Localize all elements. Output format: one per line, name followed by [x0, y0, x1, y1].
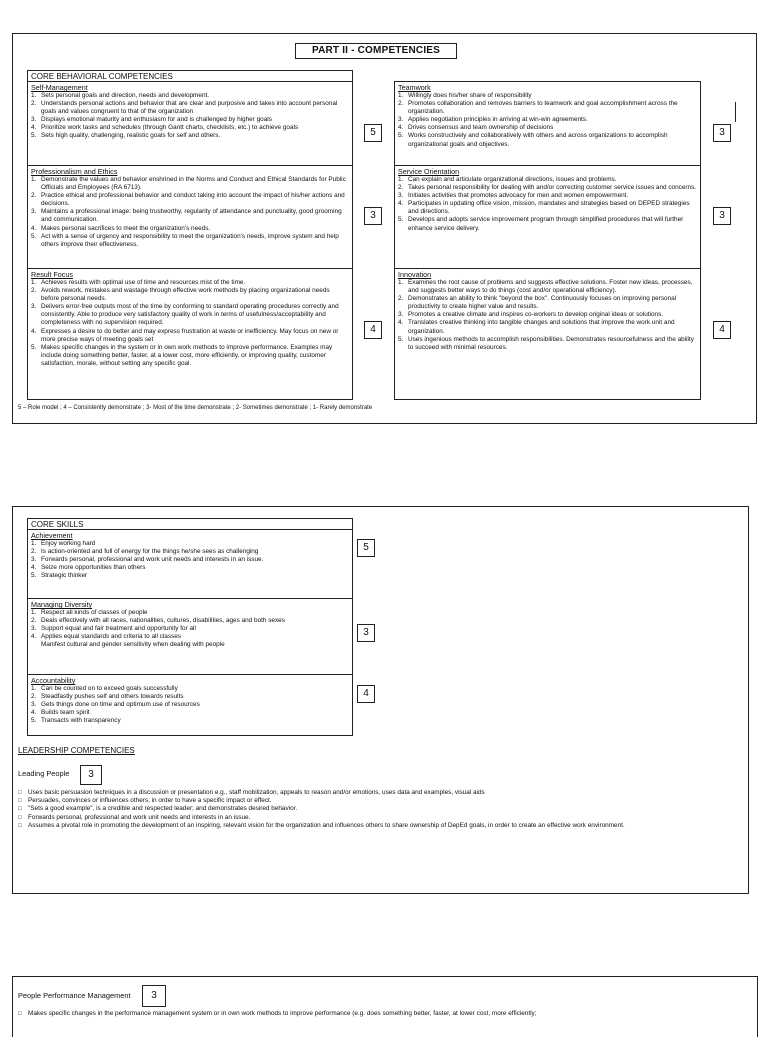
block-title: Self-Management — [31, 83, 88, 92]
item-text: Translates creative thinking into tangible changes and solutions that improve the work unit and organization. — [408, 319, 675, 335]
bullet-item — [18, 797, 625, 805]
item-number: 3. — [31, 303, 37, 311]
competency-list — [31, 685, 349, 725]
item-text: Promotes a creative climate and inspires co-workers to develop original ideas or solutions. — [408, 311, 664, 319]
list-item — [31, 124, 349, 132]
list-item — [31, 225, 349, 233]
list-item — [31, 685, 349, 693]
item-text: Can explain and articulate organizational directions, issues and problems. — [408, 176, 617, 183]
bullet-text: Uses basic persuasion techniques in a discussion or presentation e.g., staff mobilization, appeals to reason and/or emotions, uses data and examples, visual aids — [28, 789, 485, 796]
item-text: Participates in updating office vision, mission, mandates and strategies based on DEPED strategies and directions. — [408, 200, 690, 216]
item-number: 1. — [31, 685, 37, 692]
leading-people-label: Leading People — [18, 769, 70, 778]
bullet-item — [18, 789, 625, 797]
item-number: 5. — [31, 232, 37, 240]
block-title: Teamwork — [398, 83, 431, 92]
item-number: 5. — [31, 132, 37, 140]
list-item — [31, 625, 349, 633]
item-number: 5. — [31, 717, 37, 725]
core-behavioral-header: CORE BEHAVIORAL COMPETENCIES — [27, 70, 353, 82]
list-item — [398, 295, 697, 311]
item-number: 1. — [31, 540, 37, 547]
item-text: Examines the root cause of problems and suggests effective solutions. Foster new ideas, processes, and suggests better ways to do things (cost and/or operational efficiency). — [408, 279, 693, 295]
item-number: 2. — [398, 100, 404, 108]
list-item — [31, 709, 349, 717]
rating-teamwork[interactable]: 3 — [713, 124, 731, 142]
list-item — [398, 132, 697, 148]
item-text: Sets personal goals and direction, needs and development. — [41, 92, 210, 99]
list-item — [31, 548, 349, 556]
item-text: Makes specific changes in the system or in own work methods to improve performance. Examples may include doing something better, faster, at a lower cost, more efficiently, or improving quality, customer satisfaction, morale, without setting any specific goal. — [41, 343, 333, 367]
list-item — [31, 303, 349, 327]
block-service-orientation — [394, 165, 701, 269]
rating-legend: 5 – Role model ; 4 – Consistently demonstrate ; 3- Most of the time demonstrate ; 2- Sometimes demonstrate ; 1- Rarely demonstrate — [18, 405, 373, 411]
block-title: Accountability — [31, 676, 76, 685]
item-number: 1. — [398, 92, 404, 99]
item-number: 2. — [398, 184, 404, 192]
list-item — [398, 200, 697, 216]
item-number: 2. — [31, 548, 37, 556]
list-item — [31, 564, 349, 572]
list-item — [398, 311, 697, 319]
item-text: Avoids rework, mistakes and wastage through effective work methods by placing organizational needs before personal needs. — [41, 287, 330, 303]
item-number: 5. — [31, 572, 37, 580]
item-text: Applies negotiation principles in arriving at win-win agreements. — [408, 116, 588, 124]
item-text: Prioritize work tasks and schedules (through Gantt charts, checklists, etc.) to achieve goals — [41, 124, 299, 132]
item-text: Develops and adopts service improvement program through simplified procedures that will further enhance service delivery. — [408, 216, 684, 232]
item-number: 2. — [31, 100, 37, 108]
list-item — [398, 192, 697, 200]
list-item — [31, 609, 349, 617]
block-innovation — [394, 268, 701, 400]
item-text: Initiates activities that promotes advocacy for men and women empowerment. — [408, 192, 629, 200]
list-item — [31, 233, 349, 249]
bullet-text: Forwards personal, professional and work unit needs and interests in an issue. — [28, 813, 251, 821]
list-item — [31, 116, 349, 124]
item-text: Gets things done on time and optimum use of resources — [41, 701, 200, 709]
item-number: 2. — [31, 192, 37, 200]
rating-service-orientation[interactable]: 3 — [713, 207, 731, 225]
list-item — [31, 556, 349, 564]
block-title: Innovation — [398, 270, 432, 279]
item-text: Forwards personal, professional and work unit needs and interests in an issue. — [41, 556, 264, 564]
list-item — [31, 717, 349, 725]
item-text: Applies equal standards and criteria to all classes — [41, 633, 181, 641]
list-item — [398, 319, 697, 335]
item-text: Demonstrates an ability to think "beyond the box". Continuously focuses on improving personal productivity to create higher value and results. — [408, 295, 677, 311]
list-item — [31, 344, 349, 368]
leading-people-bullets — [18, 789, 625, 830]
item-number: 4. — [398, 124, 404, 132]
people-performance-label: People Performance Management — [18, 991, 131, 1000]
competency-list — [31, 92, 349, 141]
block-title: Result Focus — [31, 270, 73, 279]
list-item — [398, 184, 697, 192]
checkbox-icon[interactable]: □ — [18, 1011, 22, 1017]
bullet-item — [18, 805, 625, 813]
checkbox-icon[interactable]: □ — [18, 814, 22, 821]
competency-list — [31, 540, 349, 580]
item-number: 4. — [398, 200, 404, 208]
item-text: Deals effectively with all races, nationalities, cultures, disabilities, ages and both sexes — [41, 617, 285, 625]
rating-self-management[interactable]: 5 — [364, 124, 382, 142]
competency-list — [31, 609, 349, 649]
item-text: Manifest cultural and gender sensitivity when dealing with people — [41, 641, 225, 649]
block-result-focus — [27, 268, 353, 400]
item-text: Practice ethical and professional behavior and conduct taking into account the impact of his/her actions and decisions. — [41, 192, 345, 208]
item-text: Can be counted on to exceed goals successfully — [41, 685, 178, 692]
item-text: Takes personal responsibility for dealing with and/or correcting customer service issues and concerns. — [408, 184, 697, 192]
item-number: 2. — [31, 287, 37, 295]
list-item — [31, 208, 349, 224]
leadership-header: LEADERSHIP COMPETENCIES — [18, 746, 135, 755]
rating-accountability[interactable]: 4 — [357, 685, 375, 703]
item-number — [31, 641, 41, 649]
item-number: 3. — [398, 116, 404, 124]
list-item — [31, 693, 349, 701]
bullet-item — [18, 1010, 537, 1018]
item-text: Seize more opportunities than others — [41, 564, 146, 572]
section-title: PART II - COMPETENCIES — [295, 43, 457, 59]
block-managing-diversity — [27, 598, 353, 675]
bullet-item — [18, 814, 625, 822]
bullet-text: Persuades, convinces or influences others, in order to have a specific impact or effect. — [28, 797, 272, 805]
list-item — [31, 176, 349, 192]
bullet-text: "Sets a good example", is a credible and respected leader; and demonstrates desired behavior. — [28, 805, 298, 813]
item-number: 3. — [31, 208, 37, 216]
list-item — [31, 279, 349, 287]
item-number: 4. — [31, 709, 37, 717]
list-item — [31, 540, 349, 548]
item-text: Maintains a professional image: being trustworthy, regularity of attendance and punctuality, good grooming and communication. — [41, 208, 342, 224]
item-number: 4. — [31, 633, 37, 641]
rating-innovation[interactable]: 4 — [713, 321, 731, 339]
item-number: 4. — [31, 224, 37, 232]
block-teamwork — [394, 81, 701, 166]
checkbox-icon[interactable]: □ — [18, 798, 22, 805]
checkbox-icon[interactable]: □ — [18, 822, 22, 829]
item-number: 5. — [398, 132, 404, 140]
list-item — [31, 701, 349, 709]
item-number: 2. — [31, 693, 37, 701]
item-number: 1. — [31, 609, 37, 616]
list-item — [398, 100, 697, 116]
item-text: Steadfastly pushes self and others towards results — [41, 693, 184, 701]
competency-list — [398, 279, 697, 352]
rating-result-focus[interactable]: 4 — [364, 321, 382, 339]
competency-list — [398, 176, 697, 233]
item-text: Transacts with transparency — [41, 717, 121, 725]
block-accountability — [27, 674, 353, 736]
bullet-text: Assumes a pivotal role in promoting the development of an inspiring, relevant vision for the organization and influences others to share ownership of DepEd goals, in order to create an effective work environment. — [28, 821, 625, 829]
item-number: 4. — [31, 564, 37, 572]
item-number: 3. — [31, 116, 37, 124]
item-text: Makes personal sacrifices to meet the organization's needs. — [41, 224, 211, 232]
competency-list — [398, 92, 697, 149]
item-number: 1. — [398, 279, 404, 286]
competency-list — [31, 279, 349, 368]
item-number: 5. — [398, 335, 404, 343]
rating-people-performance[interactable]: 3 — [142, 985, 166, 1007]
list-item — [31, 192, 349, 208]
item-text: Drives consensus and team ownership of decisions — [408, 124, 554, 132]
list-item — [398, 176, 697, 184]
item-text: Uses ingenious methods to accomplish responsibilities. Demonstrates resourcefulness and the ability to succeed with minimal resources. — [408, 335, 694, 351]
block-title: Managing Diversity — [31, 600, 93, 609]
item-number: 3. — [31, 625, 37, 633]
competency-list — [31, 176, 349, 249]
list-item — [31, 572, 349, 580]
item-text: Delivers error-free outputs most of the time by conforming to standard operating procedures correctly and consistently. Able to produce very satisfactory quality of work in terms of usefulness/acceptability and completeness with no supervision required. — [41, 303, 339, 327]
item-text: Works constructively and collaboratively with others and across organizations to accomplish organizational goals and objectives. — [408, 132, 668, 148]
people-performance-bullets — [18, 1010, 537, 1018]
bullet-text: Makes specific changes in the performance management system or in own work methods to improve performance (e.g. does something better, faster, at lower cost, more efficiently; — [28, 1010, 537, 1017]
list-item — [31, 92, 349, 100]
block-title: Service Orientation — [398, 167, 460, 176]
list-item — [398, 216, 697, 232]
margin-mark — [735, 102, 736, 122]
block-title: Professionalism and Ethics — [31, 167, 118, 176]
item-number: 4. — [31, 124, 37, 132]
list-item — [31, 100, 349, 116]
item-text: Strategic thinker — [41, 572, 88, 580]
item-number: 5. — [398, 216, 404, 224]
list-item — [398, 336, 697, 352]
item-text: Achieves results with optimal use of time and resources mist of the time. — [41, 279, 246, 286]
core-skills-header: CORE SKILLS — [27, 518, 353, 530]
block-achievement — [27, 529, 353, 599]
item-number: 1. — [31, 92, 37, 99]
bullet-item — [18, 822, 625, 830]
list-item — [398, 124, 697, 132]
item-text: Displays emotional maturity and enthusiasm for and is challenged by higher goals — [41, 116, 272, 124]
list-item — [31, 617, 349, 625]
rating-leading-people[interactable]: 3 — [80, 765, 102, 785]
item-text: Support equal and fair treatment and opportunity for all — [41, 625, 196, 633]
page-frame-3 — [12, 976, 758, 1037]
item-text: Is action-oriented and full of energy for the things he/she sees as challenging — [41, 548, 259, 556]
item-text: Sets high quality, challenging, realistic goals for self and others. — [41, 132, 221, 140]
item-number: 2. — [31, 617, 37, 625]
item-number: 1. — [398, 176, 404, 183]
item-text: Builds team spirit — [41, 709, 90, 717]
list-item — [31, 641, 349, 649]
item-number: 5. — [31, 343, 37, 351]
block-title: Achievement — [31, 531, 73, 540]
item-text: Willingly does his/her share of responsibility — [408, 92, 532, 99]
list-item — [398, 92, 697, 100]
list-item — [398, 116, 697, 124]
item-text: Act with a sense of urgency and responsibility to meet the organization's needs, improve system and help others improve their effectiveness. — [41, 232, 339, 248]
item-text: Expresses a desire to do better and may express frustration at waste or inefficiency. May focus on new or more precise ways of meeting goals set — [41, 327, 339, 343]
list-item — [31, 287, 349, 303]
checkbox-icon[interactable]: □ — [18, 806, 22, 813]
item-number: 1. — [31, 279, 37, 286]
rating-professionalism[interactable]: 3 — [364, 207, 382, 225]
item-number: 3. — [31, 556, 37, 564]
list-item — [31, 633, 349, 641]
item-text: Demonstrate the values and behavior enshrined in the Norms and Conduct and Ethical Standards for Public Officials and Employees (RA 6713). — [41, 176, 346, 192]
item-number: 1. — [31, 176, 37, 183]
item-number: 3. — [31, 701, 37, 709]
item-number: 3. — [398, 192, 404, 200]
checkbox-icon[interactable]: □ — [18, 790, 22, 796]
item-number: 4. — [398, 319, 404, 327]
rating-managing-diversity[interactable]: 3 — [357, 624, 375, 642]
item-text: Enjoy working hard — [41, 540, 96, 547]
list-item — [398, 279, 697, 295]
item-number: 3. — [398, 311, 404, 319]
item-number: 2. — [398, 295, 404, 303]
block-self-management — [27, 81, 353, 166]
block-professionalism — [27, 165, 353, 269]
list-item — [31, 132, 349, 140]
rating-achievement[interactable]: 5 — [357, 539, 375, 557]
item-text: Promotes collaboration and removes barriers to teamwork and goal accomplishment across the organization. — [408, 100, 678, 116]
item-text: Understands personal actions and behavior that are clear and purposive and takes into account personal goals and values congruent to that of the organization — [41, 100, 338, 116]
list-item — [31, 328, 349, 344]
item-number: 4. — [31, 327, 37, 335]
item-text: Respect all kinds of classes of people — [41, 609, 148, 616]
